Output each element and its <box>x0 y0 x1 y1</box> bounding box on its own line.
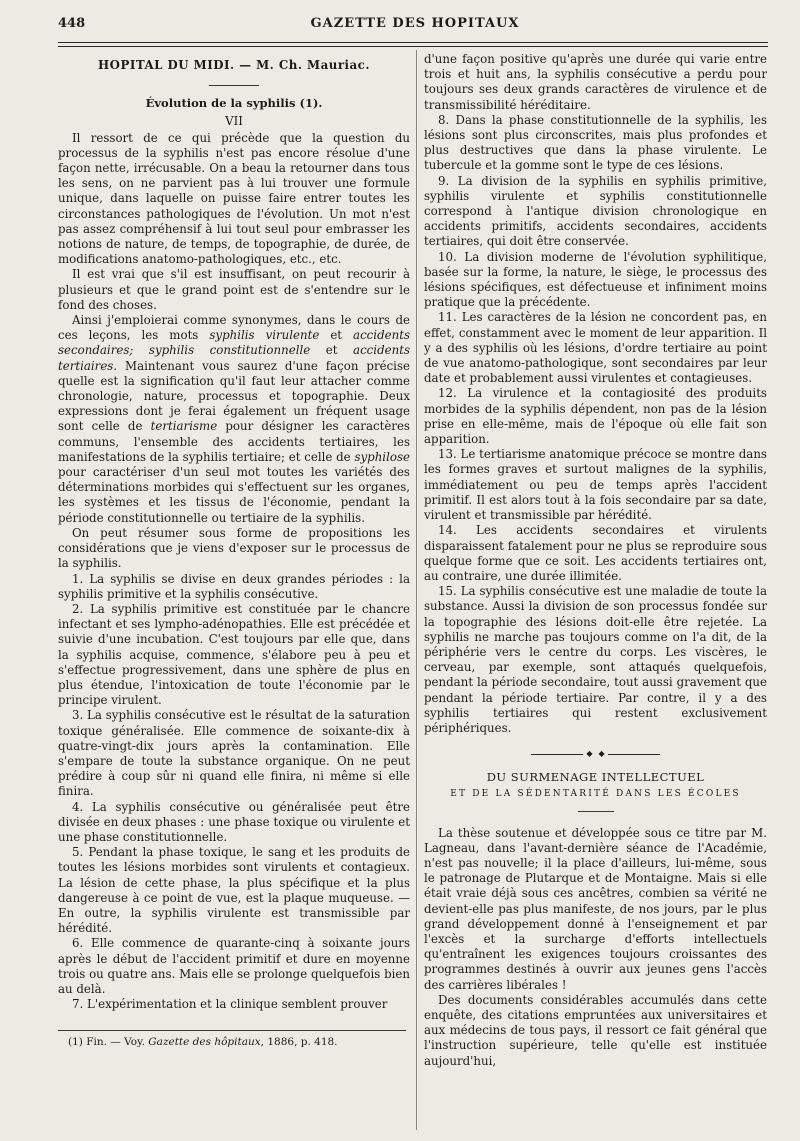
footnote: (1) Fin. — Voy. Gazette des hôpitaux, 1886, p. 418. <box>68 1036 338 1049</box>
paragraph-continued: d'une façon positive qu'après une durée qui varie entre trois et huit ans, la syphilis consécutive a perdu pour toujours ses deux grands caractères de virulence et de transmissibilité héréditaire. <box>424 52 767 112</box>
footnote-rule <box>58 1030 406 1031</box>
paragraph: Des documents considérables accumulés dans cette enquête, des citations empruntées aux universitaires et aux médecins de tous pays, il ressort ce fait général que l'instruction supérieure, telle qu'elle est instituée aujourd'hui, <box>424 992 767 1068</box>
column-divider <box>416 50 417 1130</box>
proposition: 15. La syphilis consécutive est une maladie de toute la substance. Aussi la division de son processus fondée sur la topographie des lésions doit-elle être rejetée. La syphilis ne marche pas toujours comme on l'a dit, de la périphérie vers le centre du corps. Les viscères, le cerveau, par exemple, sont attaqués quelquefois, pendant la période secondaire, tout aussi gravement que pendant la période tertiaire. Par contre, il y a des syphilis tertiaires qui restent exclusivement périphériques. <box>424 584 767 735</box>
header-rule-secondary <box>58 46 768 47</box>
proposition: 3. La syphilis consécutive est le résultat de la saturation toxique généralisée. Elle commence de soixante-dix à quatre-vingt-dix jours après la contamination. Elle s'empare de toute la substance organique. On ne peut prédire à coup sûr ni quand elle finira, ni même si elle finira. <box>58 708 410 799</box>
section-subtitle: ET DE LA SÉDENTARITÉ DANS LES ÉCOLES <box>450 789 741 800</box>
term: syphilis virulente <box>209 328 320 343</box>
section-title: DU SURMENAGE INTELLECTUEL <box>486 770 705 785</box>
section-ornament: ◆ ◆ <box>424 750 767 758</box>
proposition: 8. Dans la phase constitutionnelle de la syphilis, les lésions sont plus circonscrites, mais plus profondes et plus destructives que dans la phase virulente. Le tubercule et la gomme sont le type de ces lésions. <box>424 112 767 173</box>
paragraph: Il est vrai que s'il est insuffisant, on peut recourir à plusieurs et que le grand point est de s'entendre sur le fond des choses. <box>58 267 410 312</box>
proposition: 7. L'expérimentation et la clinique semblent prouver <box>72 997 388 1012</box>
proposition: 1. La syphilis se divise en deux grandes périodes : la syphilis primitive et la syphilis consécutive. <box>58 571 410 601</box>
proposition: 10. La division moderne de l'évolution syphilitique, basée sur la forme, la nature, le siège, le processus des lésions spécifiques, est défectueuse et infiniment moins pratique que la précédente. <box>424 249 767 310</box>
part-numeral: VII <box>225 114 243 129</box>
proposition: 5. Pendant la phase toxique, le sang et les produits de toutes les lésions morbides sont virulents et contagieux. La lésion de cette phase, la plus spécifique et la plus dangereuse à ce point de vue, est la plaque muqueuse. — En outre, la syphilis virulente est transmissible par hérédité. <box>58 845 410 936</box>
term: tertiarisme <box>150 419 218 434</box>
page-number: 448 <box>58 16 86 31</box>
article-title: Évolution de la syphilis (1). <box>145 96 323 111</box>
header-rule <box>58 42 768 43</box>
proposition: 11. Les caractères de la lésion ne concordent pas, en effet, constamment avec le moment de leur apparition. Il y a des syphilis où les lésions, d'ordre tertiaire au point de vue anatomo-pathologique, sont secondaires par leur date et probablement aussi virulentes et contagieuses. <box>424 310 767 386</box>
term: accidents tertiaires <box>58 343 410 373</box>
proposition: 13. Le tertiarisme anatomique précoce se montre dans les formes graves et surtout malignes de la syphilis, immédiatement ou peu de temps après l'accident primitif. Il est alors tout à la fois secondaire par sa date, virulent et transmissible par hérédité. <box>424 447 767 523</box>
proposition: 12. La virulence et la contagiosité des produits morbides de la syphilis dépendent, non pas de la lésion prise en elle-même, mais de l'époque où elle fait son apparition. <box>424 386 767 447</box>
paragraph: On peut résumer sous forme de propositions les considérations que je viens d'exposer sur le processus de la syphilis. <box>58 525 410 571</box>
proposition: 4. La syphilis consécutive ou généralisée peut être divisée en deux phases : une phase toxique ou virulente et une phase constitutionnelle. <box>58 799 410 844</box>
term: syphilose <box>354 449 410 464</box>
term: accidents secondaires; syphilis constitutionnelle <box>58 328 410 358</box>
left-column <box>58 52 410 1051</box>
proposition: 14. Les accidents secondaires et virulents disparaissent fatalement pour ne plus se reproduire sous quelque forme que ce soit. Les accidents tertiaires ont, au contraire, une durée illimitée. <box>424 523 767 583</box>
paragraph: Il ressort de ce qui précède que la question du processus de la syphilis n'est pas encore résolue d'une façon nette, irrécusable. On a beau la retourner dans tous les sens, on ne parvient pas à lui trouver une formule unique, dans laquelle on puisse faire entrer toutes les circonstances pathologiques de l'évolution. Un mot n'est pas assez compréhensif à lui tout seul pour embrasser les notions de nature, de temps, de topographie, de durée, de modifications anatomo-pathologiques, etc., etc. <box>58 130 410 267</box>
paragraph: La thèse soutenue et développée sous ce titre par M. Lagneau, dans l'avant-dernière séance de l'Académie, n'est pas nouvelle; il la place d'ailleurs, lui-même, sous le patronage de Plutarque et de Montaigne. Mais si elle était vraie déjà sous ces ancêtres, combien sa vérité ne devient-elle pas plus manifeste, de nos jours, par le plus grand développement donné à l'enseignement et par l'excès et la surcharge d'efforts intellectuels qu'entraînent les exigences toujours croissantes des programmes destinés à ouvrir aux jeunes gens l'accès des carrières libérales ! <box>424 825 767 992</box>
page-header <box>58 14 772 34</box>
paragraph-with-terms: Ainsi j'emploierai comme synonymes, dans le cours de ces leçons, les mots syphilis virulente et accidents secondaires; syphilis constitutionnelle et accidents tertiaires. Maintenant vous saurez d'une façon précise quelle est la signification qu'il faut leur attacher comme chronologie, nature, processus et topographie. Deux expressions dont je ferai également un fréquent usage sont celle de tertiarisme pour désigner les caractères communs, l'ensemble des accidents tertiaires, les manifestations de la syphilis tertiaire; et celle de syphilose pour caractériser d'un seul mot toutes les variétés des déterminations morbides qui s'effectuent sur les organes, les systèmes et les tissus de l'économie, pendant la période constitutionnelle ou tertiaire de la syphilis. <box>58 313 410 525</box>
right-column <box>424 52 767 1069</box>
proposition: 2. La syphilis primitive est constituée par le chancre infectant et ses lympho-adénopathies. Elle est précédée et suivie d'une incubation. C'est toujours par elle que, dans la syphilis acquise, commence, s'élabore peu à peu et s'effectue progressivement, dans une sphère de plus en plus étendue, l'intoxication de toute l'économie par le principe virulent. <box>58 601 410 708</box>
proposition: 6. Elle commence de quarante-cinq à soixante jours après le début de l'accident primitif et dure en moyenne trois ou quatre ans. Mais elle se prolonge quelquefois bien au delà. <box>58 936 410 996</box>
hospital-heading: HOPITAL DU MIDI. — M. Ch. Mauriac. <box>98 58 370 72</box>
journal-title: GAZETTE DES HOPITAUX <box>310 16 520 31</box>
proposition: 9. La division de la syphilis en syphilis primitive, syphilis virulente et syphilis constitutionnelle correspond à l'antique division chronologique en accidents primitifs, accidents secondaires, accidents tertiaires, qui doit être conservée. <box>424 173 767 249</box>
section-rule <box>578 811 614 812</box>
heading-rule <box>209 85 259 86</box>
